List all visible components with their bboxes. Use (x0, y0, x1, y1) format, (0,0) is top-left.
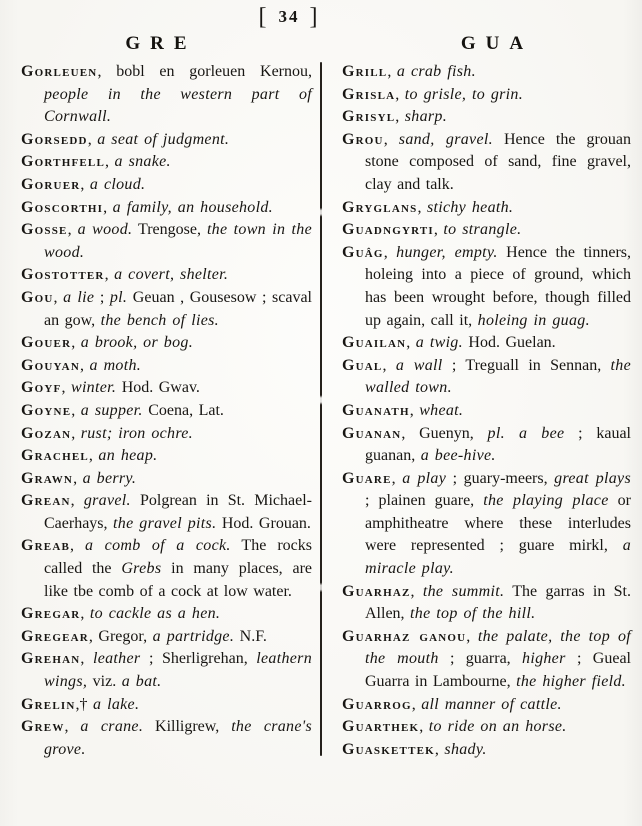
entry-headword: Gosse (21, 221, 68, 239)
entry-text: , (67, 221, 78, 239)
entry-gloss: winter. (70, 379, 117, 397)
entry-text: , (383, 243, 397, 261)
entry-gloss: a covert, shelter. (114, 266, 229, 284)
entry-headword: Guaskettek (342, 740, 435, 758)
entry-gloss: a seat of judgment. (97, 130, 230, 148)
dictionary-entry (342, 355, 631, 400)
entry-text: , (73, 469, 83, 487)
entry-gloss: higher (522, 650, 566, 668)
entry-text: ; Sherligrehan, (140, 650, 257, 668)
entry-headword: Goruer (21, 175, 81, 193)
entry-gloss: a snake. (114, 153, 171, 171)
entry-gloss: a crab fish. (396, 63, 476, 80)
entry-text: , (417, 198, 427, 216)
entry-headword: Grelin (21, 695, 76, 713)
entry-gloss: a bat. (121, 673, 162, 691)
entry-gloss: the top of the hill. (410, 605, 536, 623)
entry-headword: Grean (21, 492, 71, 510)
entry-gloss: the summit. (422, 582, 505, 600)
entry-gloss: a supper. (80, 401, 143, 419)
entry-headword: Guarhaz ganou (342, 627, 467, 645)
entry-gloss: gravel. (83, 492, 131, 510)
entry-gloss: stichy heath. (426, 198, 514, 216)
entry-headword: Grew (21, 718, 65, 736)
entry-text: , (411, 695, 422, 713)
entry-text: , (433, 221, 444, 239)
entry-text: , (103, 198, 113, 216)
entry-text: Hence the tinners, holeing into a piece of ground, which has been wrought before, though filled up again, call it, (365, 243, 631, 329)
entry-gloss: all manner of cattle. (421, 695, 562, 713)
entry-text: , (387, 63, 397, 80)
entry-text: Hod. Guelan. (462, 334, 556, 352)
entry-gloss: a family, an household. (112, 198, 273, 216)
dictionary-entry (21, 61, 312, 129)
entry-gloss: pl. a bee (487, 424, 565, 442)
dictionary-entry (21, 400, 312, 423)
entry-text: , (70, 492, 84, 510)
entry-text: , (71, 334, 81, 352)
entry-text: ; plainen guare, (365, 492, 484, 510)
entry-gloss: a lie (63, 288, 95, 306)
entry-headword: Goyf (21, 379, 62, 397)
entry-headword: Gregar (21, 605, 81, 623)
dictionary-entry (21, 219, 312, 264)
entry-headword: Guailan (342, 334, 407, 352)
entry-headword: Guare (342, 469, 392, 487)
entry-gloss: a wood. (77, 221, 133, 239)
entry-gloss: a miracle play. (365, 537, 631, 578)
entry-text: Hod. Gwav. (116, 379, 200, 397)
entry-gloss: Grebs (121, 560, 162, 578)
entry-gloss: the town in the wood. (44, 221, 313, 261)
entry-headword: Guanath (342, 401, 410, 419)
entry-text: or amphitheatre where these interludes were represented ; guare mirkl, (365, 492, 631, 555)
dictionary-entry (21, 694, 312, 717)
dictionary-entry (21, 129, 312, 152)
entry-headword: Guanan (342, 424, 402, 442)
dictionary-entry (342, 219, 631, 242)
entry-headword: Grachel (21, 447, 89, 465)
entry-headword: Grou (342, 130, 384, 148)
entry-text: , (383, 130, 399, 148)
entry-gloss: a lake. (93, 695, 140, 713)
entry-gloss: a moth. (89, 356, 142, 374)
entry-headword: Gostotter (21, 266, 105, 284)
entry-text: , Gregor, (88, 627, 153, 645)
entry-gloss: to cackle as a hen. (89, 605, 221, 623)
entry-text: , (434, 740, 445, 758)
entry-headword: Gorleuen (21, 63, 98, 80)
dictionary-entry (21, 445, 312, 468)
entry-gloss: to ride on an horse. (428, 718, 567, 736)
entry-gloss: a crane. (80, 718, 144, 736)
entry-text: ; guarra, (438, 650, 523, 668)
entry-text: , (80, 605, 90, 623)
entry-text: , (104, 153, 115, 171)
entry-gloss: rust; iron ochre. (80, 424, 193, 442)
entry-gloss: to grisle, to grin. (404, 85, 523, 103)
left-column-header: GRE (125, 33, 197, 54)
entry-headword: Gregear (21, 627, 89, 645)
page-number-text (249, 4, 330, 31)
entry-text: , bobl en gorleuen Kernou, (97, 63, 312, 80)
entry-headword: Gouyan (21, 356, 80, 374)
entry-gloss: a play (402, 469, 447, 487)
dictionary-entry (21, 332, 312, 355)
entry-headword: Gorsedd (21, 130, 88, 148)
entry-gloss: pl. (109, 288, 128, 306)
entry-gloss: leather (92, 650, 141, 668)
dictionary-entry (342, 197, 631, 220)
dictionary-entry (342, 694, 631, 717)
dictionary-entry (342, 84, 631, 107)
dictionary-entry (21, 716, 312, 761)
entry-headword: Gozan (21, 424, 72, 442)
dictionary-entry (342, 242, 631, 332)
entry-gloss: a twig. (415, 334, 463, 352)
text-body (0, 61, 642, 826)
column-divider (320, 62, 322, 756)
entry-headword: Guarhaz (342, 582, 411, 600)
entry-text: ; guary-meers, (446, 469, 555, 487)
entry-headword: Goscorthi (21, 198, 104, 216)
entry-gloss: a partridge. (152, 627, 235, 645)
entry-text: , (466, 627, 478, 645)
entry-text: , (70, 537, 86, 555)
dictionary-entry (342, 716, 631, 739)
entry-gloss: the higher field. (516, 673, 626, 691)
column-left (21, 61, 312, 761)
entry-headword: Grisla (342, 85, 396, 103)
dictionary-entry (342, 332, 631, 355)
dictionary-entry (21, 355, 312, 378)
left-bracket: [ (258, 4, 269, 30)
entry-headword: Grisyl (342, 108, 396, 126)
entry-gloss: the gravel pits. (113, 514, 217, 532)
entry-text: , (88, 447, 99, 465)
entry-text: , (71, 401, 81, 419)
entry-text: , (80, 650, 93, 668)
entry-text: ; (94, 288, 110, 306)
dictionary-entry (21, 287, 312, 332)
right-bracket: ] (309, 4, 320, 30)
dictionary-entry (21, 151, 312, 174)
entry-headword: Gouer (21, 334, 72, 352)
entry-text: Trengose, (132, 221, 207, 239)
entry-gloss: a bee-hive. (420, 447, 496, 465)
entry-gloss: the playing place (483, 492, 609, 510)
entry-text: in many places, are like tbe comb of a cock at low water. (44, 560, 312, 600)
entry-headword: Greab (21, 537, 71, 555)
entry-text: Coena, Lat. (142, 401, 224, 419)
entry-gloss: the walled town. (365, 356, 631, 397)
entry-headword: Grawn (21, 469, 74, 487)
entry-gloss: a berry. (82, 469, 137, 487)
entry-text: , (104, 266, 115, 284)
entry-headword: Gryglans (342, 198, 418, 216)
entry-headword: Guadngyrti (342, 221, 434, 239)
dictionary-entry (21, 648, 312, 693)
dictionary-entry (21, 626, 312, 649)
dictionary-entry (342, 468, 631, 581)
entry-text: , (61, 379, 71, 397)
dictionary-entry (342, 423, 631, 468)
entry-gloss: a brook, or bog. (80, 334, 193, 352)
entry-text: Killigrew, (143, 718, 232, 736)
entry-headword: Grehan (21, 650, 81, 668)
dictionary-entry (21, 535, 312, 603)
entry-text: N.F. (234, 627, 267, 645)
dictionary-entry (21, 423, 312, 446)
right-column-header: GUA (460, 33, 534, 54)
entry-text: , (80, 175, 90, 193)
entry-headword: Guâg (342, 243, 384, 261)
dictionary-entry (342, 61, 631, 84)
entry-text: , (87, 130, 98, 148)
entry-text: ; Gueal Guarra in Lambourne, (365, 650, 631, 691)
entry-text: Geuan , Gousesow ; scaval an gow, (44, 288, 313, 329)
entry-text: viz. (87, 673, 122, 691)
dictionary-entry (21, 264, 312, 287)
dictionary-entry (342, 739, 631, 762)
dictionary-entry (21, 468, 312, 491)
dictionary-entry (21, 377, 312, 400)
entry-gloss: people in the western part of Cornwall. (44, 85, 312, 126)
page-number (0, 4, 642, 31)
entry-text: , (419, 718, 429, 736)
entry-text: , (391, 469, 403, 487)
entry-headword: Goyne (21, 401, 72, 419)
entry-text: Hod. Grouan. (216, 514, 311, 532)
entry-text: ; kaual guanan, (365, 424, 632, 465)
dictionary-entry (342, 129, 631, 197)
entry-gloss: sand, gravel. (398, 130, 493, 148)
entry-gloss: a cloud. (89, 175, 146, 193)
entry-headword: Guarrog (342, 695, 412, 713)
entry-text: , (395, 85, 405, 103)
dictionary-entry (21, 603, 312, 626)
dictionary-entry (342, 581, 631, 626)
entry-text: Polgrean in St. Michael-Caerhays, (44, 492, 313, 532)
entry-gloss: the palate, the top of the mouth (365, 627, 631, 668)
dictionary-entry (342, 626, 631, 694)
entry-headword: Gou (21, 288, 54, 306)
entry-gloss: great plays (554, 469, 631, 487)
entry-text: , (71, 424, 81, 442)
entry-text: , (395, 108, 405, 126)
entry-text: , (382, 356, 396, 374)
entry-headword: Gorthfell (21, 153, 105, 171)
entry-text: , (406, 334, 416, 352)
entry-text: The garras in St. Allen, (365, 582, 632, 623)
dictionary-entry (342, 106, 631, 129)
entry-gloss: a comb of a cock. (85, 537, 231, 555)
entry-gloss: sharp. (404, 108, 448, 126)
entry-text: , (410, 582, 423, 600)
column-headers (0, 33, 642, 55)
dictionary-entry (21, 490, 312, 535)
entry-text: The rocks called the (44, 537, 312, 578)
page-number-value: 34 (278, 7, 300, 26)
entry-headword: Gual (342, 356, 383, 374)
entry-text: ,† (75, 695, 93, 713)
entry-text: ; Treguall in Sennan, (442, 356, 611, 374)
column-right (342, 61, 631, 761)
entry-headword: Grill (342, 63, 388, 80)
entry-text: , (64, 718, 81, 736)
entry-gloss: holeing in guag. (477, 311, 590, 329)
entry-gloss: the bench of lies. (100, 311, 219, 329)
entry-gloss: a wall (395, 356, 443, 374)
entry-gloss: shady. (444, 740, 487, 758)
entry-gloss: the crane's grove. (44, 718, 312, 758)
entry-text: , (409, 401, 420, 419)
entry-text: , (79, 356, 90, 374)
entry-gloss: hunger, empty. (396, 243, 498, 261)
dictionary-entry (342, 400, 631, 423)
entry-text: Hence the grouan stone composed of sand, fine gravel, clay and talk. (365, 130, 631, 193)
entry-gloss: to strangle. (443, 221, 522, 239)
entry-gloss: an heap. (98, 447, 158, 465)
entry-text: , (53, 288, 64, 306)
dictionary-entry (21, 174, 312, 197)
entry-gloss: wheat. (419, 401, 464, 419)
entry-text: , Guenyn, (401, 424, 488, 442)
entry-headword: Guarthek (342, 718, 420, 736)
dictionary-entry (21, 197, 312, 220)
entry-gloss: leathern wings, (44, 650, 313, 691)
